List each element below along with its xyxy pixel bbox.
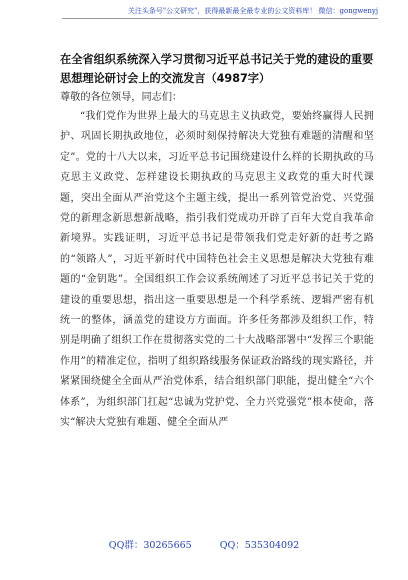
footer-qq: QQ：535304092 bbox=[219, 540, 300, 551]
footer-qq-group: QQ群：30265665 bbox=[108, 540, 192, 551]
greeting: 尊敬的各位领导，同志们： bbox=[60, 92, 183, 103]
header-divider bbox=[62, 18, 378, 19]
document-title: 在全省组织系统深入学习贯彻习近平总书记关于党的建设的重要思想理论研讨会上的交流发言（4987字） bbox=[60, 53, 374, 85]
document-body bbox=[60, 50, 374, 434]
page-header: 关注头条号"公文研究"，获得最新最全最专业的公文资料库！ 微信：gongwenyj bbox=[127, 7, 378, 15]
body-paragraph: “我们党作为世界上最大的马克思主义执政党，要始终赢得人民拥护、巩固长期执政地位，必须时刻保持解决大党独有难题的清醒和坚定”。党的十八大以来，习近平总书记围绕建设什么样的长期执政的马克思主义政党、怎样建设长期执政的马克思主义政党的重大时代课题，突出全面从严治党这个主题主线，提出一系列管党治党、兴党强党的新理念新思想新战略，指引我们党成功开辟了百年大党自我革命新境界。实践证明，习近平总书记是带领我们党走好新的赶考之路的“领路人”，习近平新时代中国特色社会主义思想是解决大党独有难题的“金钥匙”。全国组织工作会议系统阐述了习近平总书记关于党的建设的重要思想，指出这一重要思想是一个科学系统、逻辑严密有机统一的整体，涵盖党的建设方方面面。许多任务都涉及组织工作，特别是明确了组织工作在贯彻落实党的二十大战略部署中“发挥三个职能作用”的精准定位，指明了组织路线服务保证政治路线的现实路径，并紧紧围绕健全全面从严治党体系，结合组织部门职能，提出健全“六个体系”，为组织部门扛起“忠诚为党护党、全力兴党强党”根本使命，落实“解决大党独有难题、健全全面从严 bbox=[60, 111, 374, 429]
page-footer bbox=[0, 537, 408, 551]
